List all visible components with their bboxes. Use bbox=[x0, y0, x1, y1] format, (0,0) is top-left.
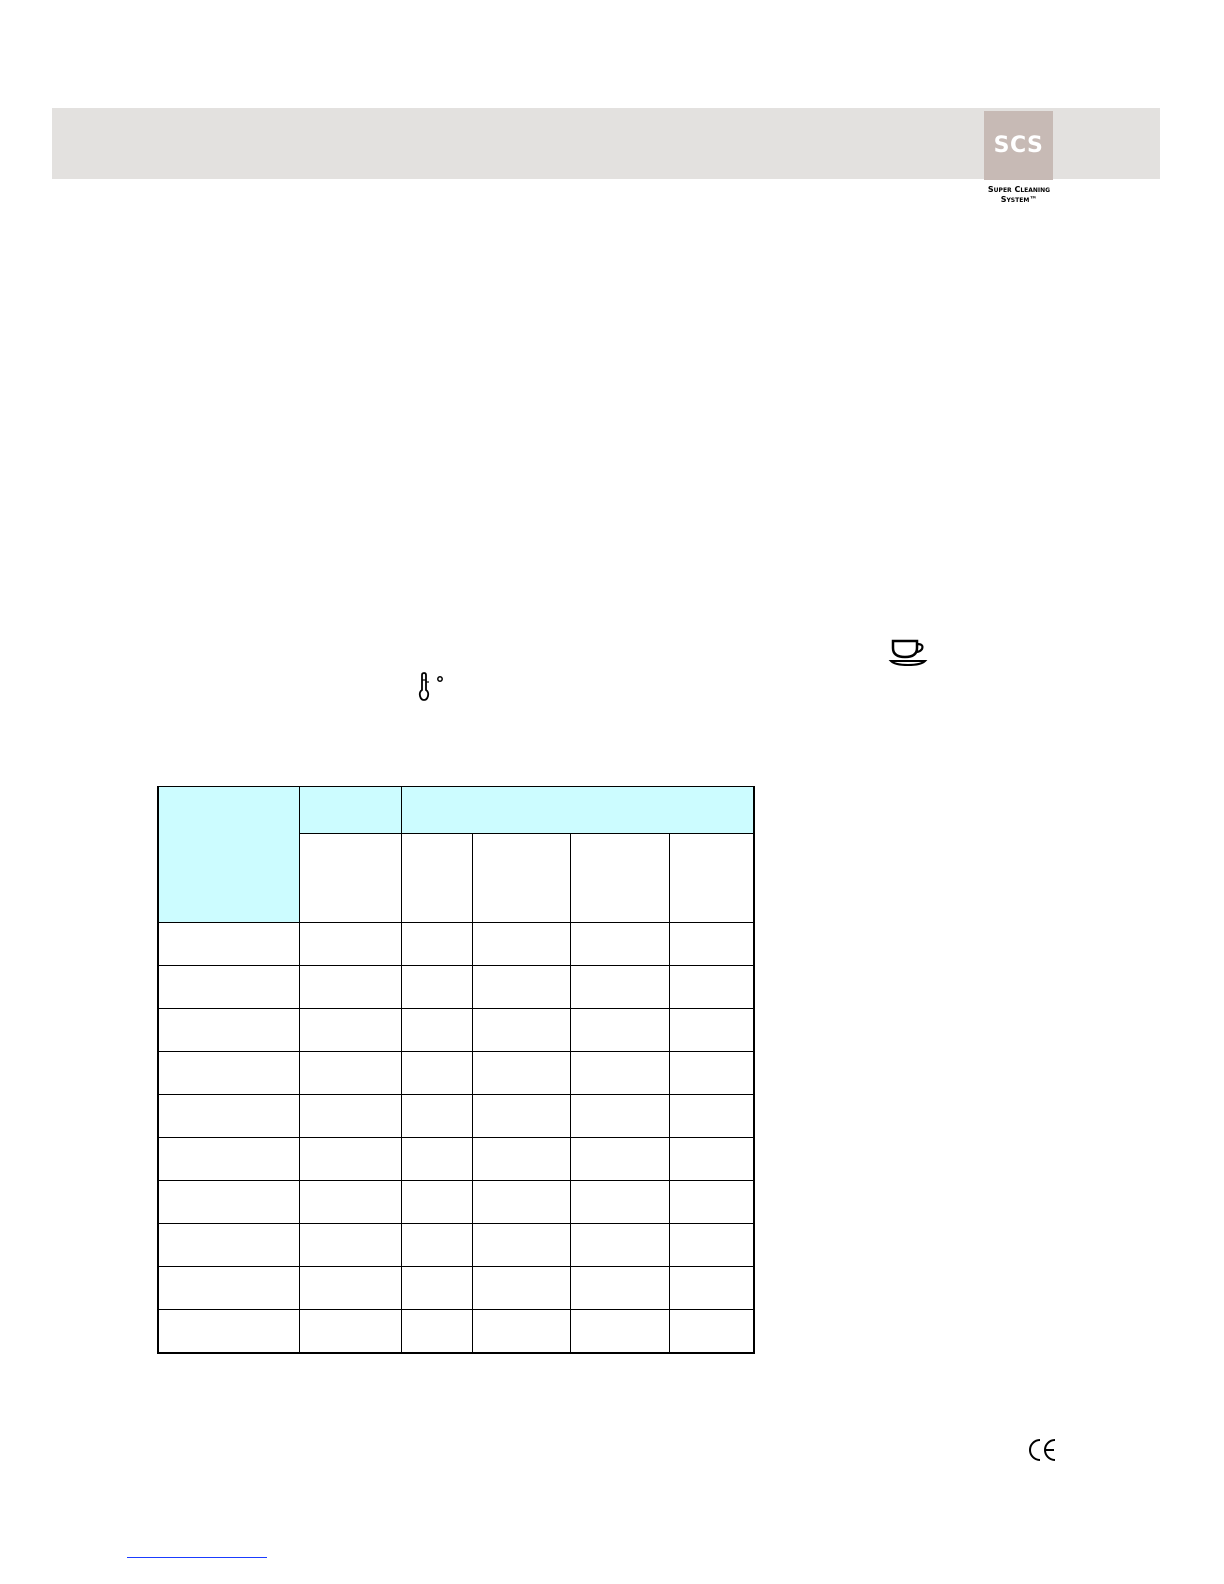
table-header-cell bbox=[299, 834, 401, 923]
spec-table bbox=[157, 786, 755, 1354]
table-cell bbox=[401, 1267, 472, 1310]
logo-caption-line2: System™ bbox=[1000, 195, 1038, 204]
table-cell bbox=[570, 966, 669, 1009]
table-cell bbox=[299, 1095, 401, 1138]
table-row bbox=[158, 1095, 754, 1138]
table-cell bbox=[669, 1052, 754, 1095]
table-row bbox=[158, 1181, 754, 1224]
table-cell bbox=[669, 1181, 754, 1224]
table-cell bbox=[158, 1138, 299, 1181]
table-cell bbox=[158, 1310, 299, 1353]
table-cell bbox=[299, 1267, 401, 1310]
table-cell bbox=[669, 1267, 754, 1310]
logo-caption bbox=[975, 185, 1063, 205]
table-cell bbox=[401, 1052, 472, 1095]
table-cell bbox=[401, 966, 472, 1009]
table-cell bbox=[472, 1009, 570, 1052]
thermometer-icon bbox=[416, 672, 446, 702]
table-cell bbox=[158, 923, 299, 966]
table-cell bbox=[472, 966, 570, 1009]
table-cell bbox=[472, 1138, 570, 1181]
table-cell bbox=[158, 1009, 299, 1052]
table-header-cell bbox=[299, 787, 401, 834]
table-cell bbox=[472, 1224, 570, 1267]
table-cell bbox=[158, 1224, 299, 1267]
table-cell bbox=[401, 1009, 472, 1052]
table-cell bbox=[401, 1138, 472, 1181]
table-cell bbox=[299, 923, 401, 966]
table-cell bbox=[472, 1052, 570, 1095]
table-cell bbox=[472, 1095, 570, 1138]
table-row bbox=[158, 1052, 754, 1095]
table-cell bbox=[669, 1009, 754, 1052]
table-cell bbox=[158, 1267, 299, 1310]
table-header-cell bbox=[570, 834, 669, 923]
table-header-cell bbox=[401, 787, 754, 834]
logo-text: SCS bbox=[993, 133, 1044, 158]
coffee-cup-icon bbox=[888, 638, 928, 668]
table-cell bbox=[472, 1181, 570, 1224]
table-cell bbox=[158, 1095, 299, 1138]
table-cell bbox=[669, 1095, 754, 1138]
table-row bbox=[158, 1267, 754, 1310]
table-cell bbox=[570, 923, 669, 966]
table-cell bbox=[299, 1052, 401, 1095]
table-cell bbox=[401, 1224, 472, 1267]
table-header-cell bbox=[401, 834, 472, 923]
table-cell bbox=[472, 1267, 570, 1310]
table-cell bbox=[570, 1052, 669, 1095]
table-cell bbox=[570, 1095, 669, 1138]
logo-caption-line1: Super Cleaning bbox=[987, 185, 1051, 194]
table-row bbox=[158, 1224, 754, 1267]
table-cell bbox=[570, 1224, 669, 1267]
table-cell bbox=[570, 1181, 669, 1224]
scs-logo bbox=[984, 111, 1053, 180]
table-cell bbox=[669, 1138, 754, 1181]
table-cell bbox=[158, 1181, 299, 1224]
table-cell bbox=[299, 966, 401, 1009]
table-cell bbox=[472, 923, 570, 966]
ce-mark-icon bbox=[1026, 1437, 1058, 1463]
table-row bbox=[158, 923, 754, 966]
table-cell bbox=[570, 1009, 669, 1052]
table-cell bbox=[669, 1224, 754, 1267]
table-cell bbox=[299, 1224, 401, 1267]
table-cell bbox=[158, 1052, 299, 1095]
footer-rule bbox=[127, 1557, 267, 1558]
table-cell bbox=[669, 923, 754, 966]
table-cell bbox=[570, 1138, 669, 1181]
table-header-cell bbox=[669, 834, 754, 923]
table-header-cell bbox=[472, 834, 570, 923]
table-cell bbox=[401, 923, 472, 966]
table-cell bbox=[669, 1310, 754, 1353]
table-cell bbox=[299, 1310, 401, 1353]
table-row bbox=[158, 1009, 754, 1052]
table-cell bbox=[401, 1095, 472, 1138]
table-header-row-1 bbox=[158, 787, 754, 834]
table-cell bbox=[570, 1310, 669, 1353]
table-cell bbox=[158, 966, 299, 1009]
table-cell bbox=[299, 1138, 401, 1181]
table-row bbox=[158, 1310, 754, 1353]
table-cell bbox=[299, 1181, 401, 1224]
table-header-cell bbox=[158, 787, 299, 923]
table-cell bbox=[570, 1267, 669, 1310]
table-cell bbox=[401, 1310, 472, 1353]
table-cell bbox=[401, 1181, 472, 1224]
table-cell bbox=[669, 966, 754, 1009]
table-cell bbox=[299, 1009, 401, 1052]
table-row bbox=[158, 1138, 754, 1181]
table-row bbox=[158, 966, 754, 1009]
table-cell bbox=[472, 1310, 570, 1353]
